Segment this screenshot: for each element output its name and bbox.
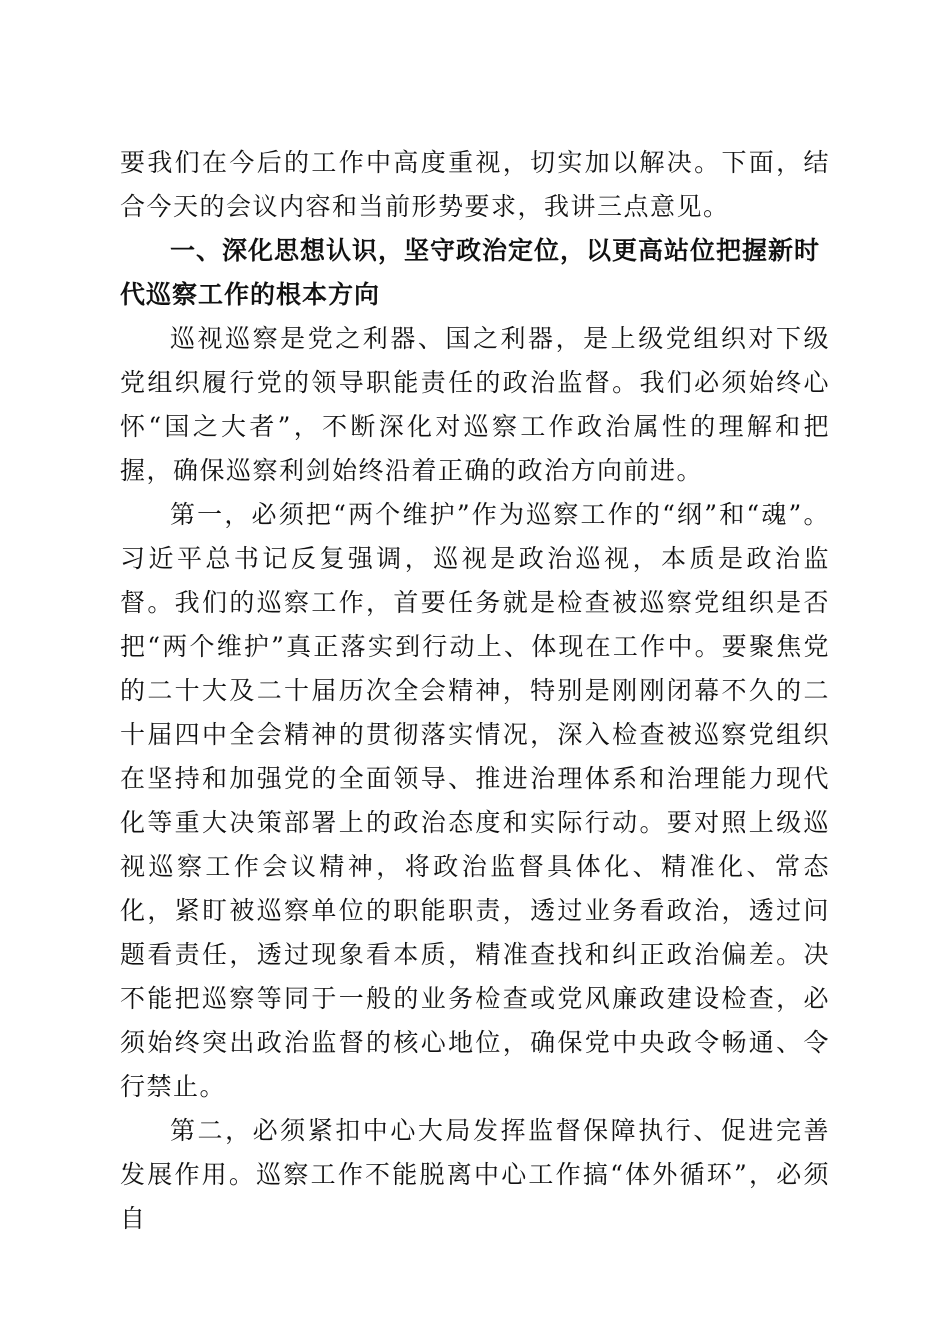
document-body [120,141,830,1241]
paragraph-point-two: 第二，必须紧扣中心大局发挥监督保障执行、促进完善发展作用。巡察工作不能脱离中心工作搞“体外循环”，必须自 [120,1116,830,1233]
paragraph-intro: 巡视巡察是党之利器、国之利器，是上级党组织对下级党组织履行党的领导职能责任的政治监督。我们必须始终心怀“国之大者”，不断深化对巡察工作政治属性的理解和把握，确保巡察利剑始终沿着正确的政治方向前进。 [120,324,830,485]
paragraph-point-one: 第一，必须把“两个维护”作为巡察工作的“纲”和“魂”。习近平总书记反复强调，巡视是政治巡视，本质是政治监督。我们的巡察工作，首要任务就是检查被巡察党组织是否把“两个维护”真正落实到行动上、体现在工作中。要聚焦党的二十大及二十届历次全会精神，特别是刚刚闭幕不久的二十届四中全会精神的贯彻落实情况，深入检查被巡察党组织在坚持和加强党的全面领导、推进治理体系和治理能力现代化等重大决策部署上的政治态度和实际行动。要对照上级巡视巡察工作会议精神，将政治监督具体化、精准化、常态化，紧盯被巡察单位的职能职责，透过业务看政治，透过问题看责任，透过现象看本质，精准查找和纠正政治偏差。决不能把巡察等同于一般的业务检查或党风廉政建设检查，必须始终突出政治监督的核心地位，确保党中央政令畅通、令行禁止。 [120,500,830,1101]
paragraph-continuation: 要我们在今后的工作中高度重视，切实加以解决。下面，结合今天的会议内容和当前形势要求，我讲三点意见。 [120,148,830,221]
section-heading-one: 一、深化思想认识，坚守政治定位，以更高站位把握新时代巡察工作的根本方向 [120,236,821,309]
